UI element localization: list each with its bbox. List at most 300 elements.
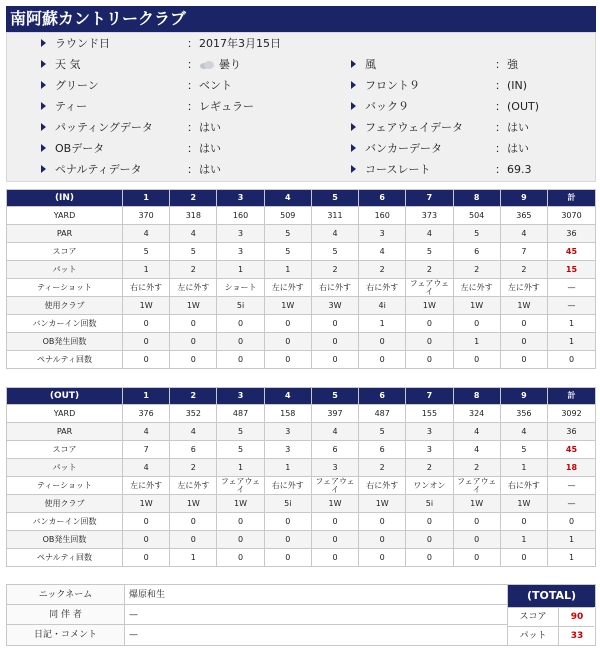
row-total: 3070	[548, 207, 596, 225]
colon: ：	[187, 121, 198, 134]
table-cell: 7	[123, 441, 170, 459]
table-cell: 3	[264, 423, 311, 441]
round-date-value: 2017年3月15日	[199, 37, 281, 50]
row-label: パット	[7, 459, 123, 477]
table-cell: 5	[217, 423, 264, 441]
total-score-row	[508, 607, 594, 627]
total-putt-row	[508, 626, 594, 646]
table-cell: 0	[406, 333, 453, 351]
table-cell: 0	[311, 531, 358, 549]
weather-value: 曇り	[219, 58, 241, 71]
table-cell: 0	[170, 513, 217, 531]
table-cell: 4	[453, 441, 500, 459]
ob-value: はい	[199, 142, 221, 155]
round-date-label: ラウンド日	[55, 37, 110, 50]
total-column-header: 計	[548, 190, 596, 207]
triangle-bullet-icon	[41, 165, 46, 173]
table-cell: 4	[453, 423, 500, 441]
colon: ：	[187, 58, 198, 71]
table-cell: 3	[406, 423, 453, 441]
table-cell: 0	[170, 531, 217, 549]
table-row	[7, 333, 596, 351]
triangle-bullet-icon	[41, 144, 46, 152]
table-cell: 0	[311, 351, 358, 369]
table-cell: 1W	[264, 297, 311, 315]
table-cell: 4	[123, 423, 170, 441]
colon: ：	[495, 58, 506, 71]
table-cell: 2	[406, 459, 453, 477]
hole-number: 1	[123, 388, 170, 405]
table-cell: 3	[217, 243, 264, 261]
diary-label: 日記・コメント	[7, 625, 125, 645]
table-cell: 487	[217, 405, 264, 423]
colon: ：	[495, 79, 506, 92]
table-cell: 0	[500, 513, 547, 531]
table-cell: 0	[359, 531, 406, 549]
table-cell: 2	[359, 261, 406, 279]
triangle-bullet-icon	[351, 144, 356, 152]
table-cell: 右に外す	[359, 477, 406, 495]
course-rate-label: コースレート	[365, 163, 431, 176]
row-label: スコア	[7, 441, 123, 459]
table-cell: 311	[311, 207, 358, 225]
table-cell: 左に外す	[170, 279, 217, 297]
table-cell: 1W	[170, 495, 217, 513]
putting-label: パッティングデータ	[55, 121, 153, 134]
info-row-round-date	[7, 33, 595, 54]
front9-label: フロント９	[365, 79, 420, 92]
table-cell: 2	[453, 261, 500, 279]
table-cell: 0	[500, 315, 547, 333]
table-section-label: (IN)	[7, 190, 123, 207]
table-cell: 1W	[500, 495, 547, 513]
table-cell: 1	[123, 261, 170, 279]
triangle-bullet-icon	[351, 165, 356, 173]
table-cell: 1	[217, 261, 264, 279]
page-title: 南阿蘇カントリークラブ	[6, 6, 596, 32]
row-total: 36	[548, 225, 596, 243]
total-box	[507, 585, 595, 645]
green-value: ベント	[199, 79, 232, 92]
table-row	[7, 513, 596, 531]
table-cell: 0	[311, 333, 358, 351]
table-cell: 0	[123, 531, 170, 549]
table-cell: 0	[264, 513, 311, 531]
row-total: 3092	[548, 405, 596, 423]
table-cell: 0	[311, 549, 358, 567]
row-label: バンカーイン回数	[7, 315, 123, 333]
table-cell: 0	[217, 513, 264, 531]
table-cell: 0	[453, 549, 500, 567]
table-cell: 4	[500, 225, 547, 243]
table-cell: 4	[311, 423, 358, 441]
row-total: 45	[548, 243, 596, 261]
table-cell: 1W	[453, 297, 500, 315]
table-cell: 160	[217, 207, 264, 225]
table-cell: 2	[359, 459, 406, 477]
table-row	[7, 243, 596, 261]
table-cell: 1W	[311, 495, 358, 513]
table-cell: 4	[311, 225, 358, 243]
table-cell: 左に外す	[264, 279, 311, 297]
table-row	[7, 225, 596, 243]
table-row	[7, 351, 596, 369]
table-cell: 2	[453, 459, 500, 477]
table-cell: 160	[359, 207, 406, 225]
row-label: PAR	[7, 225, 123, 243]
companion-value: —	[125, 605, 507, 625]
table-cell: 0	[359, 333, 406, 351]
table-cell: 右に外す	[500, 477, 547, 495]
table-cell: 0	[500, 549, 547, 567]
row-total: —	[548, 279, 596, 297]
row-total: 1	[548, 315, 596, 333]
table-cell: 左に外す	[453, 279, 500, 297]
total-score-label: スコア	[508, 608, 559, 627]
total-score-value: 90	[570, 612, 584, 622]
row-label: パット	[7, 261, 123, 279]
row-label: PAR	[7, 423, 123, 441]
info-row-ob	[7, 138, 595, 159]
tee-label: ティー	[55, 100, 88, 113]
table-cell: 5	[359, 423, 406, 441]
colon: ：	[187, 79, 198, 92]
table-cell: 1	[453, 333, 500, 351]
table-row	[7, 459, 596, 477]
ob-label: OBデータ	[55, 142, 105, 155]
table-cell: 3	[264, 441, 311, 459]
fairway-value: はい	[507, 121, 529, 134]
table-cell: 0	[264, 351, 311, 369]
table-cell: 2	[406, 261, 453, 279]
colon: ：	[187, 142, 198, 155]
total-putt-value: 33	[570, 631, 584, 641]
nickname-value: 爆原和生	[125, 585, 507, 605]
table-cell: 0	[406, 513, 453, 531]
table-cell: 365	[500, 207, 547, 225]
triangle-bullet-icon	[351, 81, 356, 89]
table-cell: 4	[359, 243, 406, 261]
table-cell: 324	[453, 405, 500, 423]
table-section-label: (OUT)	[7, 388, 123, 405]
table-row	[7, 423, 596, 441]
table-cell: 0	[264, 315, 311, 333]
table-cell: 0	[217, 351, 264, 369]
putting-value: はい	[199, 121, 221, 134]
hole-number: 6	[359, 388, 406, 405]
table-cell: 158	[264, 405, 311, 423]
hole-number: 6	[359, 190, 406, 207]
table-cell: 0	[217, 549, 264, 567]
table-cell: 0	[311, 315, 358, 333]
colon: ：	[495, 100, 506, 113]
table-cell: 0	[217, 315, 264, 333]
table-cell: 3	[311, 459, 358, 477]
course-rate-value: 69.3	[507, 163, 532, 176]
table-cell: 1W	[170, 297, 217, 315]
hole-number: 5	[311, 190, 358, 207]
table-cell: 1W	[217, 495, 264, 513]
table-cell: 487	[359, 405, 406, 423]
table-row	[7, 279, 596, 297]
total-column-header: 計	[548, 388, 596, 405]
colon: ：	[495, 163, 506, 176]
table-header-row	[7, 190, 596, 207]
table-cell: 5	[123, 243, 170, 261]
table-cell: 0	[406, 549, 453, 567]
round-info-panel	[6, 32, 596, 182]
tee-value: レギュラー	[199, 100, 254, 113]
table-cell: 左に外す	[123, 477, 170, 495]
table-cell: 3	[406, 441, 453, 459]
triangle-bullet-icon	[41, 60, 46, 68]
hole-number: 7	[406, 190, 453, 207]
companion-row	[7, 605, 507, 625]
table-cell: 5	[170, 243, 217, 261]
table-cell: 0	[264, 333, 311, 351]
table-cell: 6	[170, 441, 217, 459]
table-cell: 373	[406, 207, 453, 225]
summary-panel	[6, 584, 596, 646]
hole-number: 1	[123, 190, 170, 207]
colon: ：	[495, 142, 506, 155]
info-row-penalty	[7, 159, 595, 180]
table-cell: 右に外す	[359, 279, 406, 297]
table-cell: 1W	[123, 297, 170, 315]
table-cell: 352	[170, 405, 217, 423]
table-cell: 0	[170, 333, 217, 351]
total-putt-label: パット	[508, 627, 559, 646]
table-cell: 1W	[406, 297, 453, 315]
table-cell: 1	[264, 459, 311, 477]
weather-label: 天 気	[55, 58, 81, 71]
hole-number: 8	[453, 190, 500, 207]
table-cell: 0	[123, 513, 170, 531]
hole-number: 4	[264, 388, 311, 405]
table-cell: 1W	[500, 297, 547, 315]
triangle-bullet-icon	[41, 102, 46, 110]
cloud-icon	[199, 60, 215, 70]
table-cell: 3W	[311, 297, 358, 315]
row-label: YARD	[7, 207, 123, 225]
table-cell: 右に外す	[123, 279, 170, 297]
table-cell: 0	[500, 351, 547, 369]
row-total: 1	[548, 531, 596, 549]
table-cell: 1	[500, 531, 547, 549]
table-cell: 509	[264, 207, 311, 225]
table-cell: 左に外す	[170, 477, 217, 495]
weather-value-wrap	[199, 54, 241, 75]
table-cell: 5i	[217, 297, 264, 315]
table-cell: ショート	[217, 279, 264, 297]
hole-number: 3	[217, 388, 264, 405]
table-cell: 1W	[453, 495, 500, 513]
table-cell: 7	[500, 243, 547, 261]
row-label: OB発生回数	[7, 333, 123, 351]
table-cell: 3	[217, 225, 264, 243]
hole-number: 2	[170, 388, 217, 405]
table-row	[7, 531, 596, 549]
row-total: 15	[548, 261, 596, 279]
table-cell: 1	[217, 459, 264, 477]
row-label: ティーショット	[7, 477, 123, 495]
table-cell: 1	[500, 459, 547, 477]
back9-label: バック９	[365, 100, 409, 113]
table-cell: 4	[500, 423, 547, 441]
info-row-weather	[7, 54, 595, 75]
colon: ：	[187, 37, 198, 50]
table-cell: 0	[406, 531, 453, 549]
table-cell: フェアウェイ	[311, 477, 358, 495]
table-cell: 6	[359, 441, 406, 459]
table-cell: 0	[359, 549, 406, 567]
bunker-label: バンカーデータ	[365, 142, 442, 155]
table-row	[7, 207, 596, 225]
table-cell: 5i	[406, 495, 453, 513]
diary-row	[7, 625, 507, 645]
table-cell: 1	[264, 261, 311, 279]
row-label: OB発生回数	[7, 531, 123, 549]
row-label: YARD	[7, 405, 123, 423]
table-cell: 5	[500, 441, 547, 459]
table-cell: 504	[453, 207, 500, 225]
table-row	[7, 315, 596, 333]
table-cell: 0	[406, 351, 453, 369]
table-cell: 356	[500, 405, 547, 423]
table-cell: 0	[123, 549, 170, 567]
row-total: 1	[548, 549, 596, 567]
table-cell: 5	[264, 225, 311, 243]
fairway-label: フェアウェイデータ	[365, 121, 464, 134]
table-cell: 1W	[123, 495, 170, 513]
table-cell: 2	[311, 261, 358, 279]
penalty-value: はい	[199, 163, 221, 176]
table-row	[7, 405, 596, 423]
table-cell: 0	[453, 351, 500, 369]
row-total: 1	[548, 333, 596, 351]
table-cell: フェアウェイ	[217, 477, 264, 495]
row-label: スコア	[7, 243, 123, 261]
table-cell: 0	[217, 531, 264, 549]
triangle-bullet-icon	[41, 39, 46, 47]
table-cell: 0	[453, 531, 500, 549]
row-label: ペナルティ回数	[7, 351, 123, 369]
table-cell: 155	[406, 405, 453, 423]
triangle-bullet-icon	[41, 123, 46, 131]
table-cell: 0	[453, 315, 500, 333]
row-total: 0	[548, 513, 596, 531]
table-cell: 0	[359, 513, 406, 531]
table-row	[7, 495, 596, 513]
table-header-row	[7, 388, 596, 405]
table-cell: 右に外す	[264, 477, 311, 495]
table-row	[7, 261, 596, 279]
wind-label: 風	[365, 58, 376, 71]
table-cell: 右に外す	[311, 279, 358, 297]
table-cell: ワンオン	[406, 477, 453, 495]
table-cell: 0	[264, 549, 311, 567]
table-cell: 0	[359, 351, 406, 369]
table-cell: 2	[500, 261, 547, 279]
table-cell: 4	[170, 225, 217, 243]
table-cell: 2	[170, 261, 217, 279]
table-cell: 5i	[264, 495, 311, 513]
front9-value: (IN)	[507, 79, 528, 92]
hole-number: 2	[170, 190, 217, 207]
hole-number: 9	[500, 190, 547, 207]
table-cell: 397	[311, 405, 358, 423]
hole-number: 8	[453, 388, 500, 405]
row-total: —	[548, 495, 596, 513]
colon: ：	[187, 163, 198, 176]
row-total: 0	[548, 351, 596, 369]
table-cell: 3	[359, 225, 406, 243]
table-cell: フェアウェイ	[453, 477, 500, 495]
scorecard-in-table	[6, 189, 596, 369]
table-row	[7, 549, 596, 567]
table-cell: 0	[170, 315, 217, 333]
table-cell: 370	[123, 207, 170, 225]
table-cell: 0	[500, 333, 547, 351]
table-cell: 4	[170, 423, 217, 441]
green-label: グリーン	[55, 79, 99, 92]
back9-value: (OUT)	[507, 100, 540, 113]
table-cell: 6	[453, 243, 500, 261]
table-cell: 5	[311, 243, 358, 261]
info-row-green	[7, 75, 595, 96]
table-cell: 4	[123, 225, 170, 243]
row-total: 36	[548, 423, 596, 441]
triangle-bullet-icon	[351, 102, 356, 110]
table-row	[7, 297, 596, 315]
total-header: (TOTAL)	[508, 585, 595, 607]
table-cell: 4	[123, 459, 170, 477]
table-cell: 5	[264, 243, 311, 261]
row-label: バンカーイン回数	[7, 513, 123, 531]
table-cell: 1	[359, 315, 406, 333]
table-cell: 6	[311, 441, 358, 459]
colon: ：	[495, 121, 506, 134]
table-cell: 1	[170, 549, 217, 567]
hole-number: 7	[406, 388, 453, 405]
row-total: —	[548, 477, 596, 495]
table-cell: 5	[453, 225, 500, 243]
row-label: 使用クラブ	[7, 495, 123, 513]
hole-number: 3	[217, 190, 264, 207]
table-cell: 0	[264, 531, 311, 549]
hole-number: 4	[264, 190, 311, 207]
row-total: —	[548, 297, 596, 315]
table-cell: 0	[123, 351, 170, 369]
nickname-label: ニックネーム	[7, 585, 125, 605]
table-cell: 0	[123, 333, 170, 351]
table-cell: 376	[123, 405, 170, 423]
wind-value: 強	[507, 58, 518, 71]
table-cell: 2	[170, 459, 217, 477]
table-cell: 0	[217, 333, 264, 351]
row-total: 18	[548, 459, 596, 477]
bunker-value: はい	[507, 142, 529, 155]
info-row-putting	[7, 117, 595, 138]
table-cell: 5	[406, 243, 453, 261]
table-cell: 0	[453, 513, 500, 531]
triangle-bullet-icon	[351, 123, 356, 131]
diary-value: —	[129, 630, 138, 640]
table-cell: 4	[406, 225, 453, 243]
info-row-tee	[7, 96, 595, 117]
table-row	[7, 477, 596, 495]
triangle-bullet-icon	[41, 81, 46, 89]
